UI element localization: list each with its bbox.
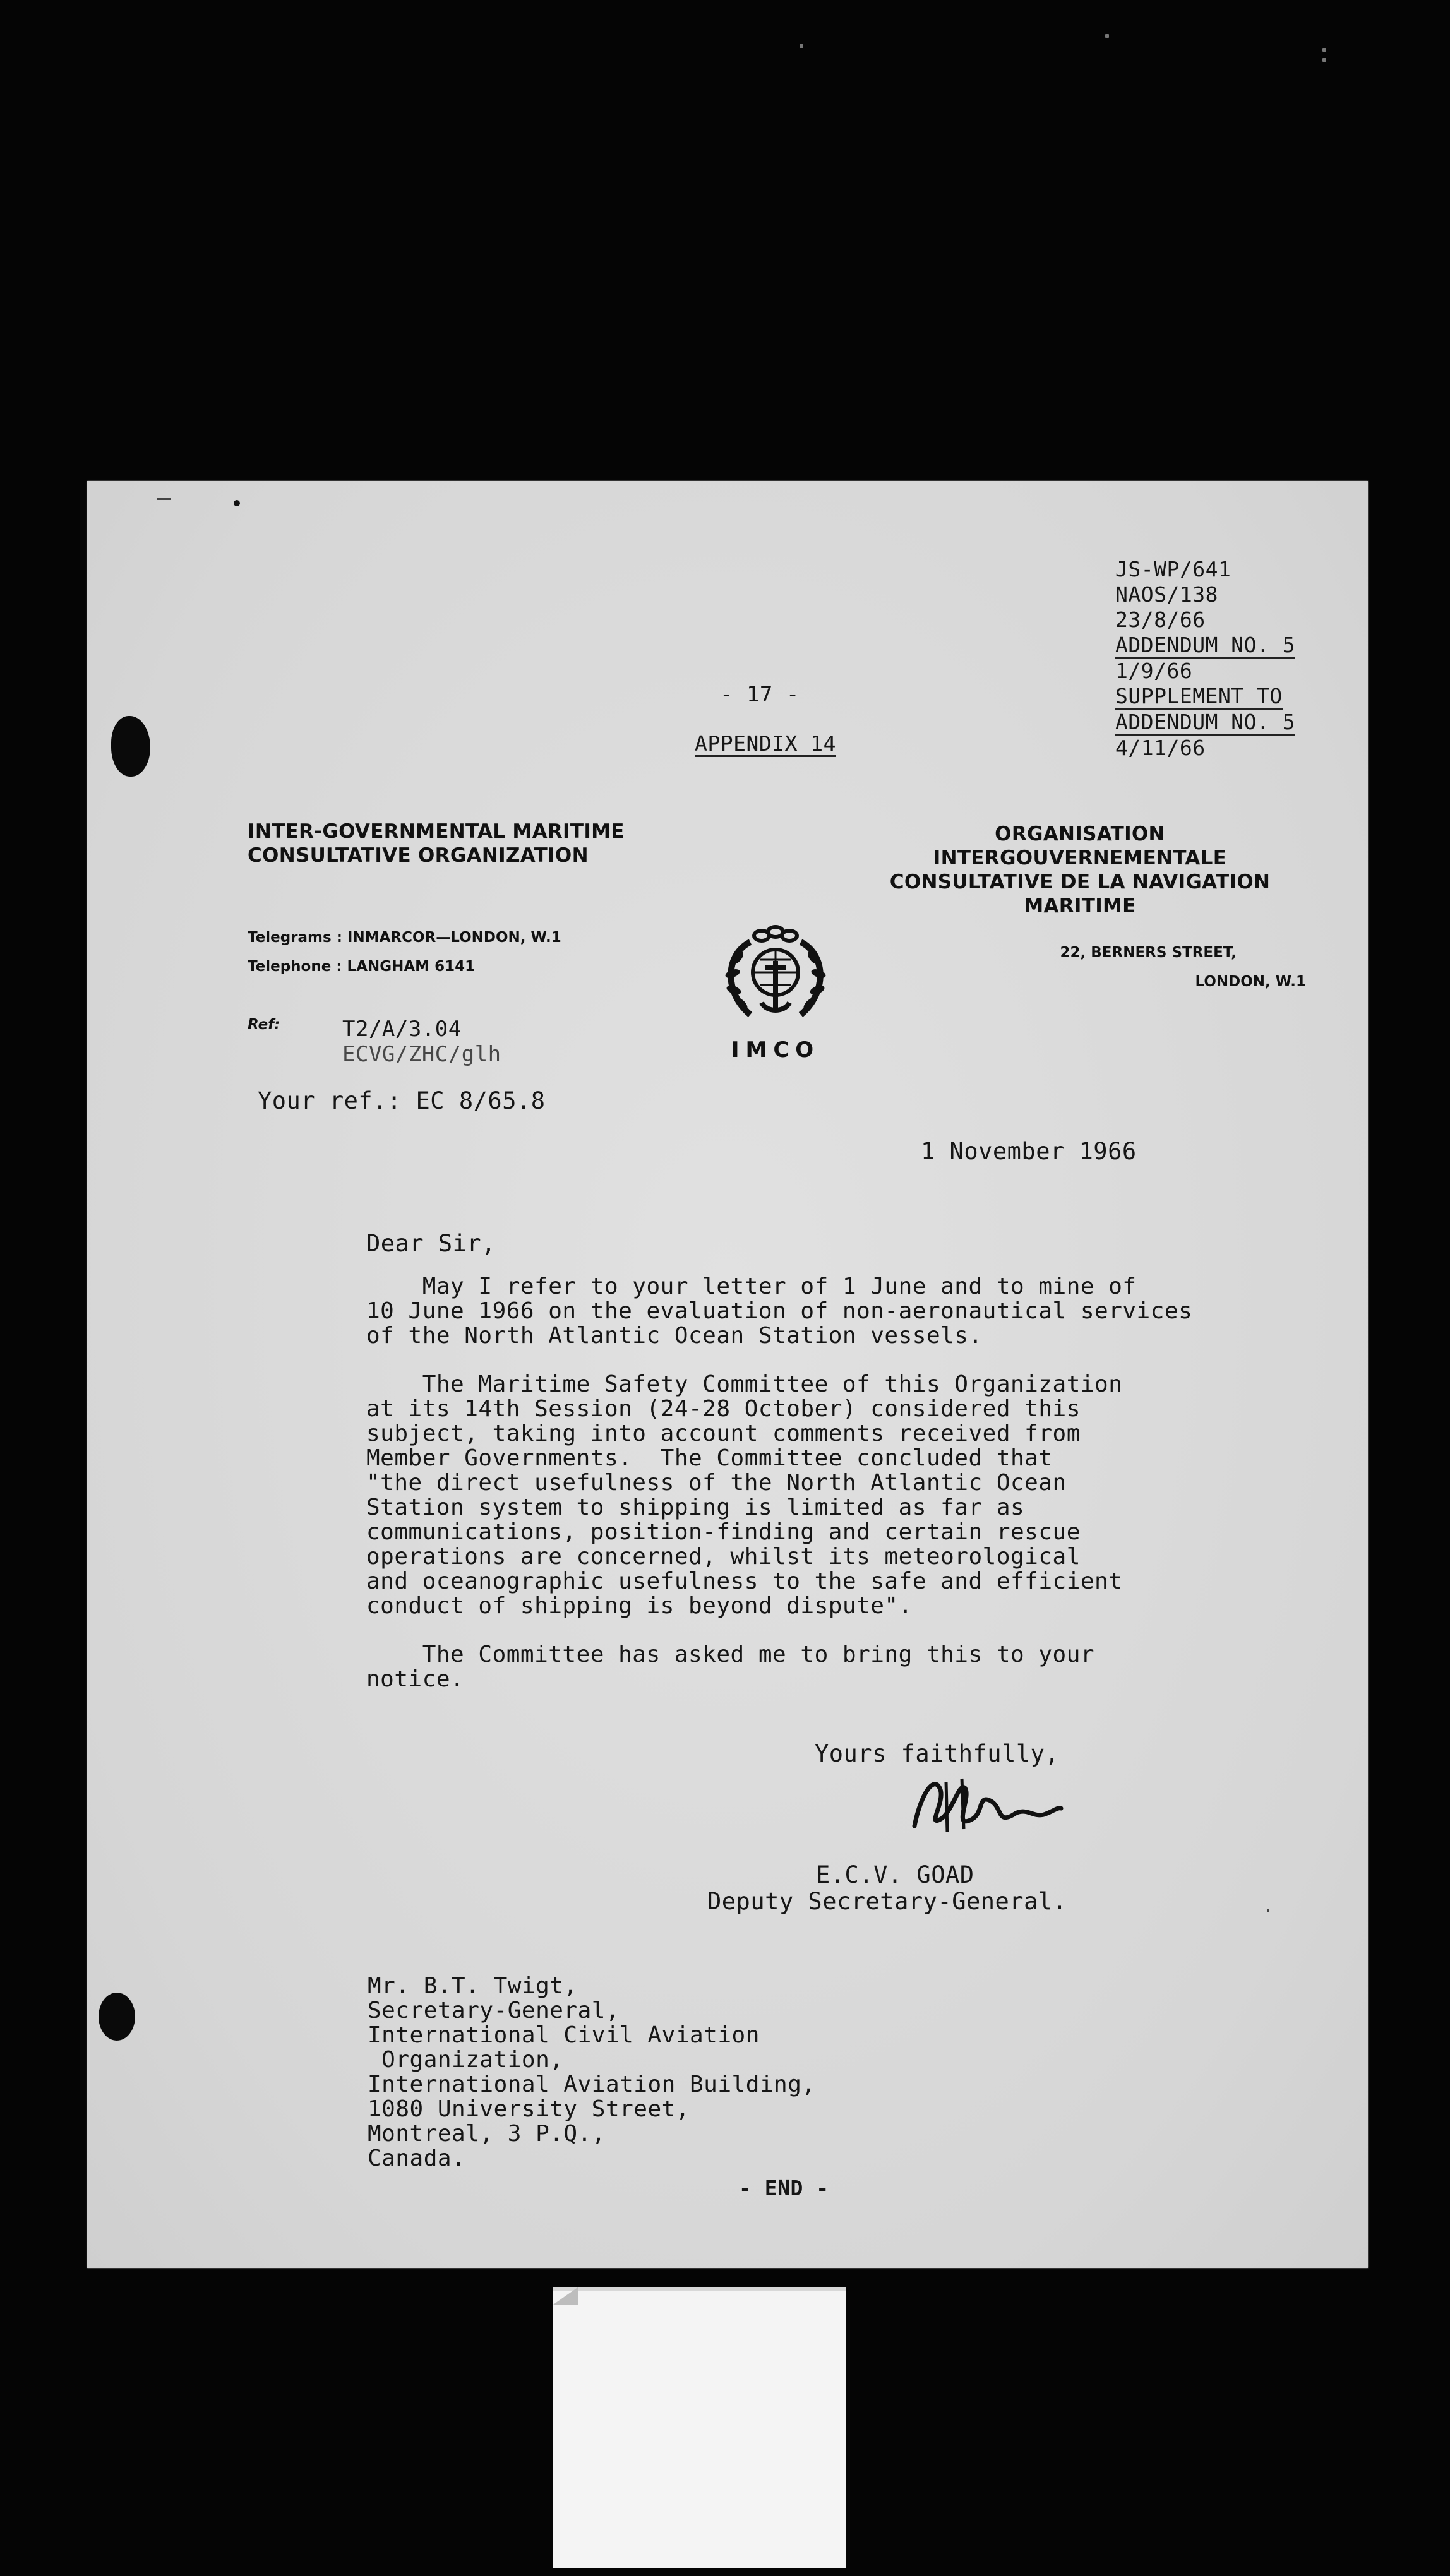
letter-page bbox=[87, 481, 1368, 2268]
paragraph-2 bbox=[366, 1372, 1192, 1618]
contact-info bbox=[248, 923, 561, 981]
appendix-label: APPENDIX 14 bbox=[695, 731, 837, 756]
org-name-fr-line3: MARITIME bbox=[1024, 895, 1136, 917]
paragraph-3 bbox=[366, 1642, 1192, 1691]
imco-logo-text: IMCO bbox=[731, 1037, 820, 1063]
addressee-line: International Civil Aviation bbox=[368, 2022, 760, 2048]
addressee-line: Canada. bbox=[368, 2145, 466, 2171]
addressee-line: International Aviation Building, bbox=[368, 2072, 816, 2097]
imco-emblem bbox=[712, 923, 839, 1063]
body-line: notice. bbox=[366, 1666, 465, 1692]
signatory-title: Deputy Secretary-General. bbox=[707, 1888, 1067, 1915]
addendum-date: 1/9/66 bbox=[1115, 659, 1193, 683]
letterhead-english bbox=[248, 820, 625, 868]
target-card bbox=[553, 2287, 846, 2568]
body-line: subject, taking into account comments received from bbox=[366, 1421, 1081, 1446]
letter-body bbox=[366, 1274, 1192, 1691]
appendix-title bbox=[695, 731, 836, 757]
address-line2: LONDON, W.1 bbox=[1195, 974, 1306, 990]
addressee-line: Organization, bbox=[368, 2047, 564, 2073]
closing: Yours faithfully, bbox=[815, 1740, 1060, 1767]
our-reference bbox=[342, 1017, 501, 1067]
letter-date: 1 November 1966 bbox=[921, 1138, 1137, 1165]
punch-hole-top bbox=[111, 716, 150, 777]
addressee-block bbox=[368, 1974, 816, 2171]
org-address bbox=[1003, 938, 1306, 996]
speck-mark bbox=[234, 500, 240, 506]
page-number: - 17 - bbox=[720, 682, 800, 707]
end-mark: - END - bbox=[739, 2176, 829, 2200]
supplement-date: 4/11/66 bbox=[1115, 736, 1206, 760]
document-references bbox=[1115, 557, 1295, 761]
body-line: of the North Atlantic Ocean Station vessels. bbox=[366, 1323, 983, 1349]
org-name-fr-line1: ORGANISATION INTERGOUVERNEMENTALE bbox=[933, 823, 1227, 869]
body-line: The Committee has asked me to bring this to your bbox=[366, 1642, 1095, 1667]
speck-mark bbox=[1267, 1909, 1269, 1912]
ref-label: Ref: bbox=[248, 1017, 280, 1033]
body-line: May I refer to your letter of 1 June and to mine of bbox=[366, 1273, 1137, 1299]
body-line: conduct of shipping is beyond dispute". bbox=[366, 1593, 913, 1619]
body-line: "the direct usefulness of the North Atlantic Ocean bbox=[366, 1470, 1067, 1496]
addressee-line: Mr. B.T. Twigt, bbox=[368, 1973, 578, 1999]
body-line: and oceanographic usefulness to the safe and efficient bbox=[366, 1568, 1123, 1594]
body-line: communications, position-finding and certain rescue bbox=[366, 1519, 1081, 1545]
address-line1: 22, BERNERS STREET, bbox=[1060, 945, 1237, 961]
ref-line: JS-WP/641 bbox=[1115, 557, 1231, 581]
body-line: The Maritime Safety Committee of this Organization bbox=[366, 1371, 1123, 1397]
your-reference: Your ref.: EC 8/65.8 bbox=[258, 1087, 546, 1114]
supplement-label: SUPPLEMENT TO bbox=[1115, 684, 1283, 708]
addendum-label: ADDENDUM NO. 5 bbox=[1115, 633, 1296, 657]
org-name-line2: CONSULTATIVE ORGANIZATION bbox=[248, 844, 589, 867]
body-line: Member Governments. The Committee concluded that bbox=[366, 1445, 1053, 1471]
our-ref-line1: T2/A/3.04 bbox=[342, 1017, 462, 1042]
org-name-line1: INTER-GOVERNMENTAL MARITIME bbox=[248, 820, 625, 843]
speck-mark bbox=[157, 498, 171, 500]
ref-line: 23/8/66 bbox=[1115, 607, 1206, 632]
punch-hole-bottom bbox=[99, 1993, 135, 2041]
addressee-line: 1080 University Street, bbox=[368, 2096, 690, 2122]
letterhead-french bbox=[853, 822, 1307, 918]
our-ref-line2: ECVG/ZHC/glh bbox=[342, 1042, 501, 1067]
ref-line: NAOS/138 bbox=[1115, 582, 1218, 607]
paragraph-1 bbox=[366, 1274, 1192, 1348]
handwritten-signature bbox=[902, 1769, 1066, 1839]
anchor-wreath-icon bbox=[712, 923, 839, 1030]
body-line: Station system to shipping is limited as far as bbox=[366, 1494, 1025, 1520]
addressee-line: Secretary-General, bbox=[368, 1998, 620, 2024]
card-corner bbox=[553, 2287, 578, 2305]
telegrams-line: Telegrams : INMARCOR—LONDON, W.1 bbox=[248, 929, 561, 946]
salutation: Dear Sir, bbox=[366, 1230, 496, 1257]
body-line: at its 14th Session (24-28 October) considered this bbox=[366, 1396, 1081, 1422]
addressee-line: Montreal, 3 P.Q., bbox=[368, 2121, 606, 2147]
supplement-addendum-label: ADDENDUM NO. 5 bbox=[1115, 710, 1296, 734]
org-name-fr-line2: CONSULTATIVE DE LA NAVIGATION bbox=[889, 871, 1271, 893]
body-line: 10 June 1966 on the evaluation of non-aeronautical services bbox=[366, 1298, 1193, 1324]
body-line: operations are concerned, whilst its meteorological bbox=[366, 1544, 1081, 1570]
signatory-name: E.C.V. GOAD bbox=[816, 1861, 974, 1888]
telephone-line: Telephone : LANGHAM 6141 bbox=[248, 958, 476, 975]
